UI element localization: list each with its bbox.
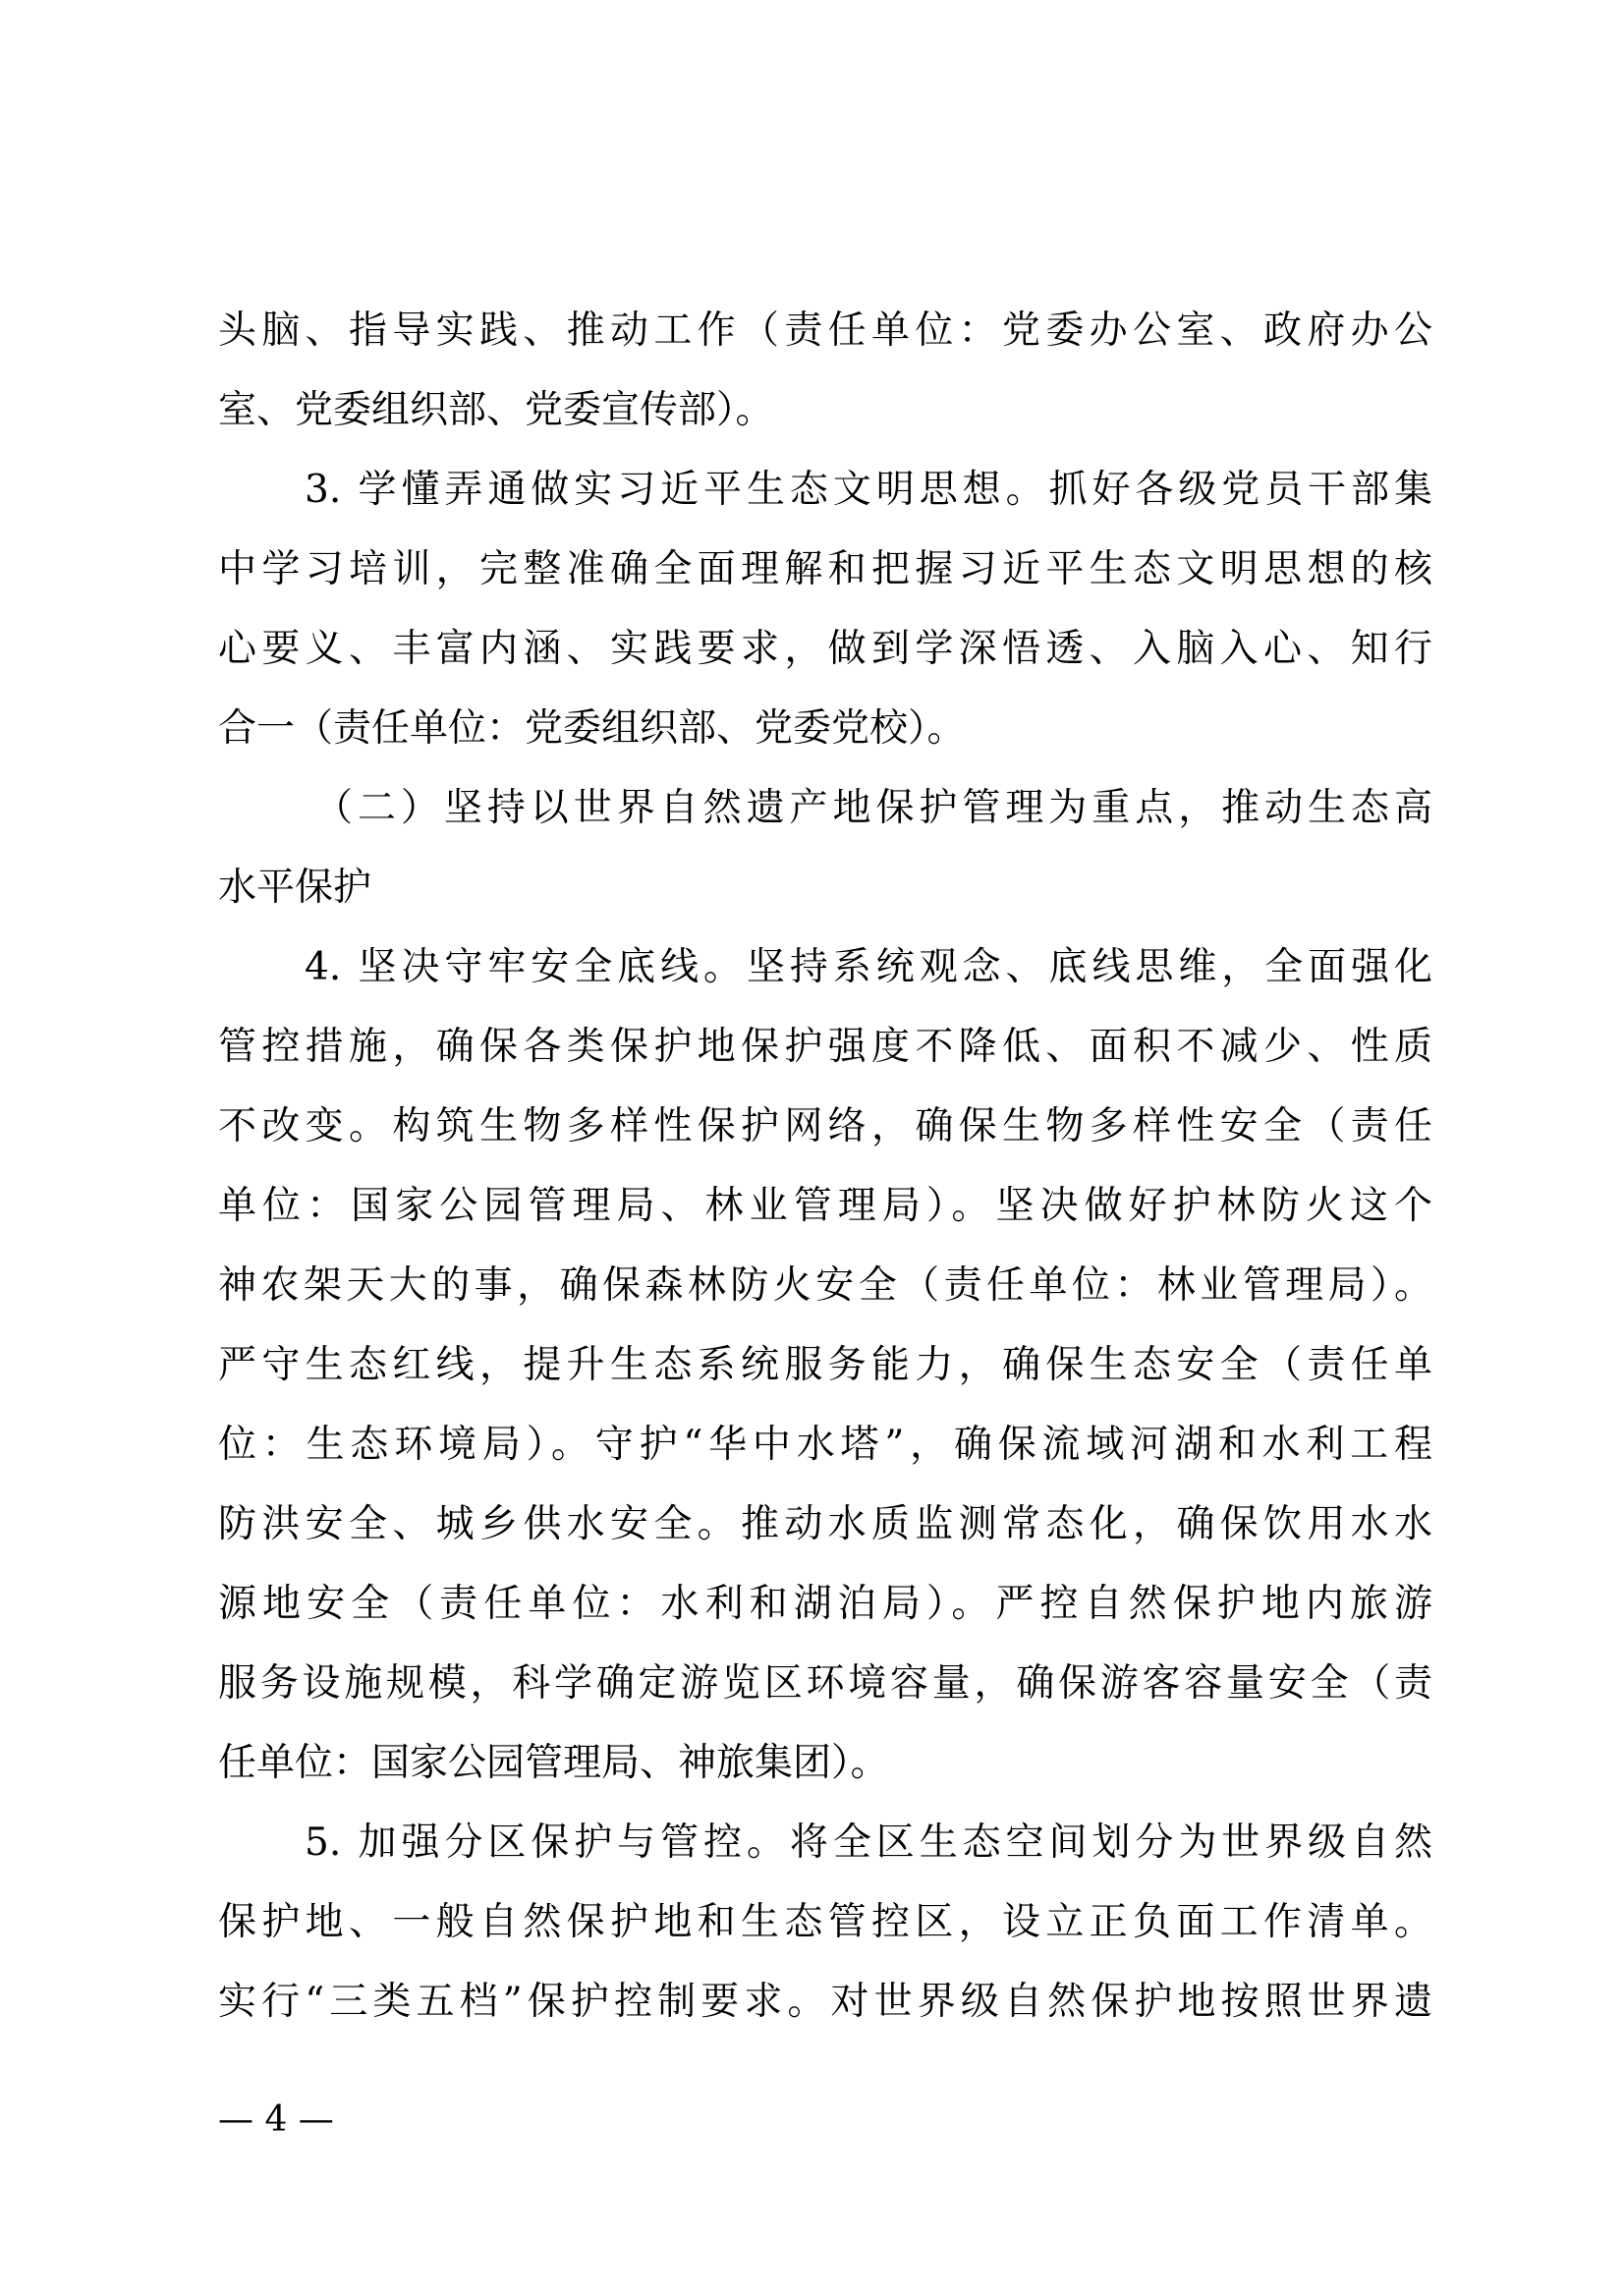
section-item-3-title-line: 3. 学懂弄通做实习近平生态文明思想。抓好各级党员干部集 bbox=[305, 468, 1432, 512]
text-line: 神农架天大的事，确保森林防火安全（责任单位：林业管理局）。 bbox=[218, 1263, 1432, 1308]
text-line: 心要义、丰富内涵、实践要求，做到学深悟透、入脑入心、知行 bbox=[218, 627, 1432, 671]
text-line: 单位：国家公园管理局、林业管理局）。坚决做好护林防火这个 bbox=[218, 1184, 1432, 1228]
section-item-4-title-line: 4. 坚决守牢安全底线。坚持系统观念、底线思维，全面强化 bbox=[305, 945, 1432, 989]
page-number: — 4 — bbox=[218, 2100, 334, 2140]
text-line: 实行“三类五档”保护控制要求。对世界级自然保护地按照世界遗 bbox=[218, 1980, 1432, 2024]
section-heading-2: （二）坚持以世界自然遗产地保护管理为重点，推动生态高 bbox=[314, 786, 1432, 830]
text-line: 任单位：国家公园管理局、神旅集团）。 bbox=[218, 1741, 889, 1785]
section-item-5-title-line: 5. 加强分区保护与管控。将全区生态空间划分为世界级自然 bbox=[305, 1820, 1432, 1865]
text-line: 合一（责任单位：党委组织部、党委党校）。 bbox=[218, 706, 966, 751]
text-line: 严守生态红线，提升生态系统服务能力，确保生态安全（责任单 bbox=[218, 1343, 1432, 1387]
body-text bbox=[218, 291, 1432, 2042]
text-line: 中学习培训，完整准确全面理解和把握习近平生态文明思想的核 bbox=[218, 547, 1432, 591]
text-line: 源地安全（责任单位：水利和湖泊局）。严控自然保护地内旅游 bbox=[218, 1582, 1432, 1626]
text-line: 保护地、一般自然保护地和生态管控区，设立正负面工作清单。 bbox=[218, 1900, 1432, 1944]
text-line: 头脑、指导实践、推动工作（责任单位：党委办公室、政府办公 bbox=[218, 308, 1432, 353]
text-line: 服务设施规模，科学确定游览区环境容量，确保游客容量安全（责 bbox=[218, 1661, 1432, 1706]
text-line: 防洪安全、城乡供水安全。推动水质监测常态化，确保饮用水水 bbox=[218, 1502, 1432, 1546]
text-line: 不改变。构筑生物多样性保护网络，确保生物多样性安全（责任 bbox=[218, 1104, 1432, 1148]
text-line: 室、党委组织部、党委宣传部）。 bbox=[218, 388, 774, 432]
text-line: 位：生态环境局）。守护“华中水塔”，确保流域河湖和水利工程 bbox=[218, 1423, 1432, 1467]
section-heading-2-continuation: 水平保护 bbox=[218, 866, 372, 910]
text-line: 管控措施，确保各类保护地保护强度不降低、面积不减少、性质 bbox=[218, 1025, 1432, 1069]
